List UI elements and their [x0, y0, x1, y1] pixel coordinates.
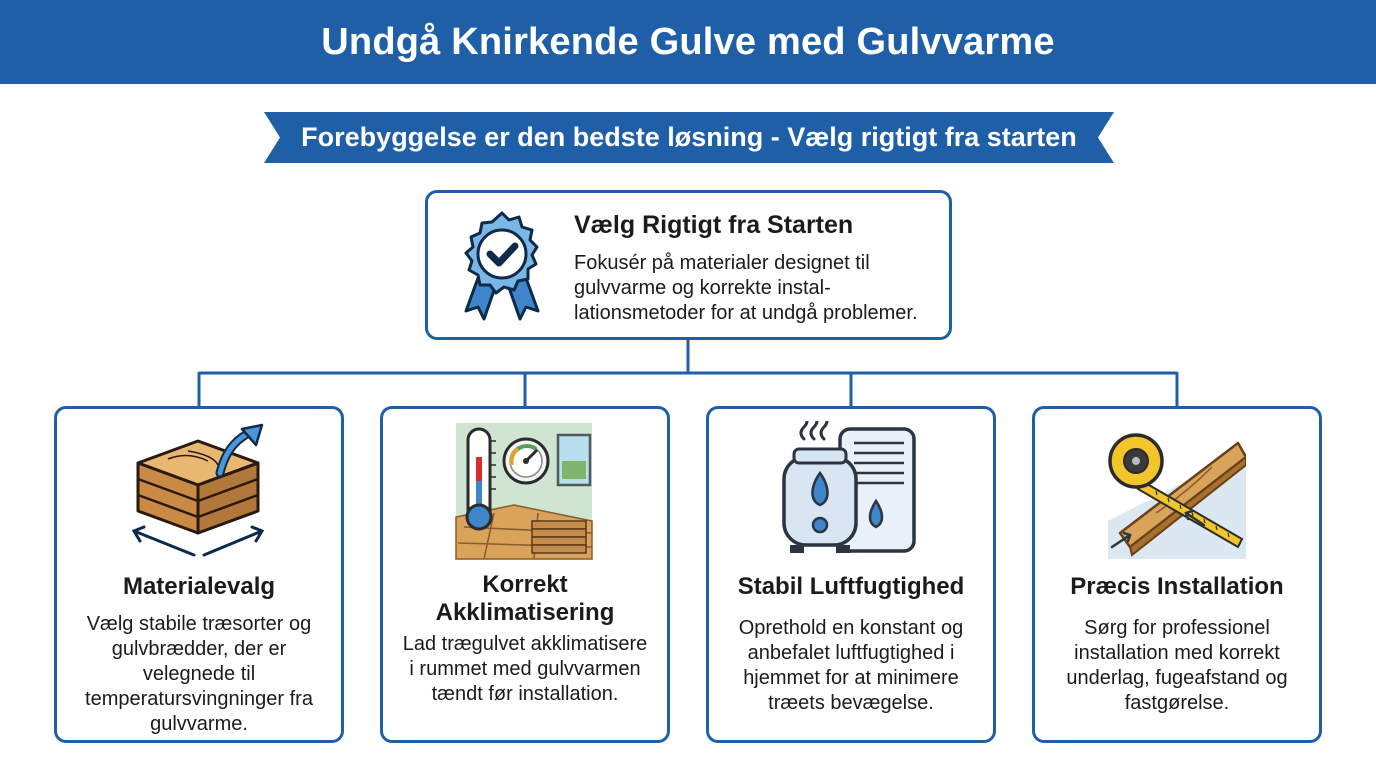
wood-planks-arrow-icon: [128, 421, 268, 561]
card-body: [719, 616, 983, 716]
tape-measure-plank-icon: [1106, 421, 1246, 561]
main-card-line: lationsmetoder for at undgå problemer.: [574, 302, 918, 324]
card-title: [389, 571, 661, 627]
main-card-body: [574, 251, 944, 326]
card-akklimatisering: [380, 406, 670, 743]
card-title: [63, 573, 335, 601]
card-body-line: installation med korrekt: [1074, 642, 1280, 664]
card-body-line: i rummet med gulvvarmen: [409, 658, 641, 680]
card-body-line: gulvvarme.: [150, 713, 248, 735]
card-body-line: fastgørelse.: [1124, 692, 1230, 714]
card-body-line: Oprethold en konstant og: [738, 617, 964, 639]
humidifier-dehumidifier-icon: [780, 421, 920, 561]
card-title-line: Akklimatisering: [435, 599, 615, 626]
card-body-line: Lad trægulvet akklimatisere: [402, 633, 648, 655]
main-card-title: Vælg Rigtigt fra Starten: [574, 211, 854, 239]
card-title-line: Stabil Luftfugtighed: [737, 573, 965, 600]
card-body: [67, 612, 331, 737]
page-title: Undgå Knirkende Gulve med Gulvvarme: [321, 20, 1055, 63]
card-title-line: Præcis Installation: [1070, 573, 1284, 600]
card-body-line: Sørg for professionel: [1084, 617, 1270, 639]
card-installation: [1032, 406, 1322, 743]
thermometer-hygrometer-room-icon: [454, 421, 594, 561]
card-body-line: hjemmet for at minimere: [743, 667, 959, 689]
card-body-line: velegnede til: [142, 663, 256, 685]
main-card: [425, 190, 952, 340]
award-ribbon-check-icon: [452, 207, 552, 323]
card-body-line: anbefalet luftfugtighed i: [747, 642, 955, 664]
card-body-line: gulvbrædder, der er: [111, 638, 287, 660]
card-body-line: tændt før installation.: [431, 683, 619, 705]
banner-text: Forebyggelse er den bedste løsning - Vælg rigtigt fra starten: [301, 122, 1077, 152]
card-body: [393, 632, 657, 707]
card-body-line: underlag, fugeafstand og: [1066, 667, 1288, 689]
card-title: [1041, 573, 1313, 601]
card-body-line: Vælg stabile træsorter og: [86, 613, 312, 635]
card-title-line: Materialevalg: [122, 573, 276, 600]
main-card-line: Fokusér på materialer designet til: [574, 252, 870, 274]
card-title: [715, 573, 987, 601]
card-title-line: Korrekt: [482, 571, 568, 598]
card-materialevalg: [54, 406, 344, 743]
card-body: [1045, 616, 1309, 716]
card-body-line: træets bevægelse.: [768, 692, 934, 714]
main-card-line: gulvvarme og korrekte instal-: [574, 277, 831, 299]
card-luftfugtighed: [706, 406, 996, 743]
card-body-line: temperatursvingninger fra: [85, 688, 313, 710]
